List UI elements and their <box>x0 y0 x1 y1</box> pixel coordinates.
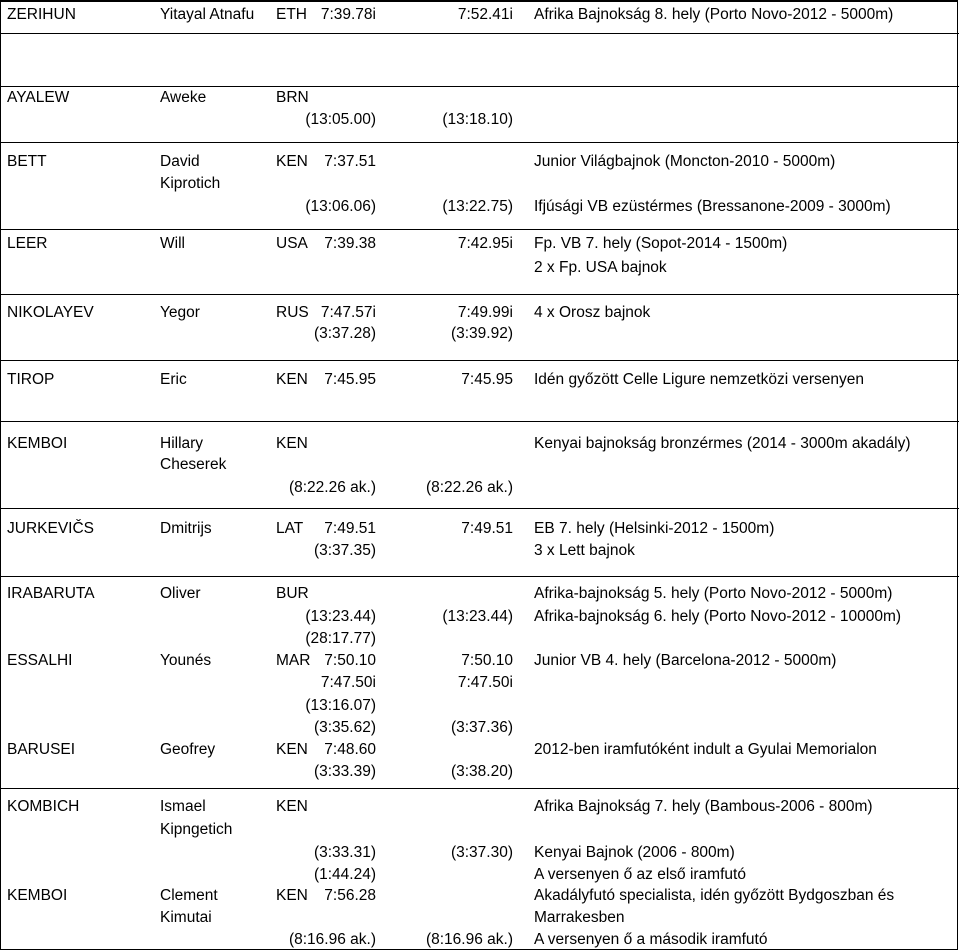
season-best-cell: (13:22.75) <box>442 198 513 215</box>
table-line <box>0 302 959 324</box>
table-line <box>0 454 959 476</box>
nationality-cell: KEN <box>276 371 308 388</box>
note-cell: Afrika-bajnokság 5. hely (Porto Novo-2012 - 5000m) <box>534 585 893 602</box>
note-cell: Marrakesben <box>534 909 625 926</box>
table-line <box>0 717 959 739</box>
personal-best-cell: (1:44.24) <box>313 866 376 883</box>
table-line <box>0 323 959 345</box>
note-cell: Afrika-bajnokság 6. hely (Porto Novo-2012 - 10000m) <box>534 608 902 625</box>
table-row <box>0 367 959 391</box>
personal-best-cell: (13:23.44) <box>305 608 376 625</box>
table-row <box>0 298 959 356</box>
row-divider <box>0 421 959 422</box>
given-name-cell: Geofrey <box>160 741 216 758</box>
row-divider <box>0 576 959 577</box>
nationality-cell: USA <box>276 235 308 252</box>
table-line <box>0 196 959 218</box>
season-best-cell: (8:22.26 ak.) <box>425 479 513 496</box>
personal-best-cell: (13:06.06) <box>305 198 376 215</box>
nationality-cell: KEN <box>276 741 308 758</box>
note-cell: Akadályfutó specialista, idén győzött Bydgoszban és <box>534 887 895 904</box>
personal-best-cell: (3:33.31) <box>313 844 376 861</box>
surname-cell: KOMBICH <box>7 798 80 815</box>
row-divider <box>0 788 959 789</box>
nationality-cell: BRN <box>276 89 309 106</box>
surname-cell: KEMBOI <box>7 435 68 452</box>
table-row <box>0 796 959 952</box>
season-best-cell: (3:37.36) <box>450 719 513 736</box>
table-line <box>0 695 959 717</box>
surname-cell: ZERIHUN <box>7 6 76 23</box>
personal-best-cell: (3:33.39) <box>313 763 376 780</box>
table-line <box>0 4 959 26</box>
note-cell: Afrika Bajnokság 7. hely (Bambous-2006 - 800m) <box>534 798 873 815</box>
season-best-cell: 7:42.95i <box>457 235 513 252</box>
season-best-cell: (13:18.10) <box>442 111 513 128</box>
table-row <box>0 0 959 32</box>
nationality-cell: MAR <box>276 652 311 669</box>
surname-cell: LEER <box>7 235 48 252</box>
given-name-cell: David <box>160 153 200 170</box>
personal-best-cell: (13:05.00) <box>305 111 376 128</box>
personal-best-cell: 7:49.51 <box>324 520 376 537</box>
row-divider <box>0 360 959 361</box>
table-line <box>0 739 959 761</box>
season-best-cell: 7:45.95 <box>461 371 513 388</box>
season-best-cell: (13:23.44) <box>442 608 513 625</box>
table-line <box>0 796 959 818</box>
note-cell: Junior VB 4. hely (Barcelona-2012 - 5000m) <box>534 652 837 669</box>
given-name-cell: Kiprotich <box>160 175 221 192</box>
table-line <box>0 672 959 694</box>
given-name-cell: Kimutai <box>160 909 212 926</box>
row-divider <box>0 229 959 230</box>
season-best-cell: 7:47.50i <box>457 674 513 691</box>
nationality-cell: KEN <box>276 887 308 904</box>
table-row <box>0 515 959 568</box>
table-line <box>0 819 959 841</box>
table-line <box>0 885 959 907</box>
note-cell: Idén győzött Celle Ligure nemzetközi versenyen <box>534 371 864 388</box>
row-divider <box>0 294 959 295</box>
note-cell: EB 7. hely (Helsinki-2012 - 1500m) <box>534 520 775 537</box>
table-row <box>0 87 959 133</box>
note-cell: Fp. VB 7. hely (Sopot-2014 - 1500m) <box>534 235 788 252</box>
personal-best-cell: 7:39.38 <box>324 235 376 252</box>
given-name-cell: Dmitrijs <box>160 520 212 537</box>
note-cell: A versenyen ő a második iramfutó <box>534 931 768 948</box>
season-best-cell: (3:38.20) <box>450 763 513 780</box>
nationality-cell: KEN <box>276 153 308 170</box>
table-line <box>0 173 959 195</box>
given-name-cell: Kipngetich <box>160 821 233 838</box>
table-line <box>0 518 959 540</box>
note-cell: Kenyai Bajnok (2006 - 800m) <box>534 844 735 861</box>
row-divider <box>0 33 959 34</box>
given-name-cell: Yitayal Atnafu <box>160 6 255 23</box>
given-name-cell: Hillary <box>160 435 204 452</box>
season-best-cell: (3:39.92) <box>450 325 513 342</box>
note-cell: Afrika Bajnokság 8. hely (Porto Novo-2012 - 5000m) <box>534 6 894 23</box>
note-cell: Junior Világbajnok (Moncton-2010 - 5000m) <box>534 153 836 170</box>
table-line <box>0 369 959 391</box>
table-line <box>0 606 959 628</box>
personal-best-cell: (3:37.28) <box>313 325 376 342</box>
note-cell: 4 x Orosz bajnok <box>534 304 651 321</box>
surname-cell: BETT <box>7 153 47 170</box>
surname-cell: BARUSEI <box>7 741 76 758</box>
table-row <box>0 149 959 220</box>
note-cell: Ifjúsági VB ezüstérmes (Bressanone-2009 - 3000m) <box>534 198 891 215</box>
table-line <box>0 929 959 951</box>
given-name-cell: Cheserek <box>160 456 227 473</box>
table-line <box>0 151 959 173</box>
personal-best-cell: (13:16.07) <box>305 697 376 714</box>
surname-cell: ESSALHI <box>7 652 73 669</box>
table-line <box>0 628 959 650</box>
row-divider <box>0 508 959 509</box>
personal-best-cell: 7:37.51 <box>324 153 376 170</box>
row-divider <box>0 142 959 143</box>
nationality-cell: BUR <box>276 585 309 602</box>
surname-cell: NIKOLAYEV <box>7 304 94 321</box>
personal-best-cell: (8:22.26 ak.) <box>288 479 376 496</box>
table-row <box>0 433 959 495</box>
personal-best-cell: 7:47.50i <box>320 674 376 691</box>
note-cell: 3 x Lett bajnok <box>534 542 635 559</box>
personal-best-cell: 7:47.57i <box>320 304 376 321</box>
table-row <box>0 233 959 289</box>
nationality-cell: KEN <box>276 798 308 815</box>
table-line <box>0 257 959 279</box>
table-line <box>0 433 959 455</box>
table-row <box>0 583 959 780</box>
season-best-cell: 7:52.41i <box>457 6 513 23</box>
season-best-cell: (3:37.30) <box>450 844 513 861</box>
season-best-cell: 7:50.10 <box>461 652 513 669</box>
personal-best-cell: 7:45.95 <box>324 371 376 388</box>
table-line <box>0 907 959 929</box>
note-cell: 2012-ben iramfutóként indult a Gyulai Memorialon <box>534 741 877 758</box>
table-line <box>0 583 959 605</box>
note-cell: Kenyai bajnokság bronzérmes (2014 - 3000m akadály) <box>534 435 911 452</box>
personal-best-cell: 7:48.60 <box>324 741 376 758</box>
table-line <box>0 87 959 109</box>
surname-cell: IRABARUTA <box>7 585 95 602</box>
note-cell: 2 x Fp. USA bajnok <box>534 259 667 276</box>
nationality-cell: KEN <box>276 435 308 452</box>
table-line <box>0 864 959 886</box>
nationality-cell: RUS <box>276 304 309 321</box>
nationality-cell: LAT <box>276 520 304 537</box>
table-line <box>0 109 959 131</box>
given-name-cell: Ismael <box>160 798 206 815</box>
surname-cell: TIROP <box>7 371 55 388</box>
season-best-cell: (8:16.96 ak.) <box>425 931 513 948</box>
table-line <box>0 477 959 499</box>
given-name-cell: Aweke <box>160 89 207 106</box>
given-name-cell: Eric <box>160 371 187 388</box>
table-line <box>0 233 959 255</box>
personal-best-cell: (8:16.96 ak.) <box>288 931 376 948</box>
given-name-cell: Yegor <box>160 304 200 321</box>
table-line <box>0 650 959 672</box>
table-line <box>0 761 959 783</box>
personal-best-cell: (28:17.77) <box>305 630 376 647</box>
season-best-cell: 7:49.51 <box>461 520 513 537</box>
surname-cell: KEMBOI <box>7 887 68 904</box>
personal-best-cell: 7:39.78i <box>320 6 376 23</box>
season-best-cell: 7:49.99i <box>457 304 513 321</box>
given-name-cell: Clement <box>160 887 218 904</box>
personal-best-cell: (3:37.35) <box>313 542 376 559</box>
given-name-cell: Will <box>160 235 185 252</box>
given-name-cell: Younés <box>160 652 212 669</box>
given-name-cell: Oliver <box>160 585 201 602</box>
personal-best-cell: 7:56.28 <box>324 887 376 904</box>
table-line <box>0 842 959 864</box>
surname-cell: JURKEVIČS <box>7 520 94 537</box>
table-line <box>0 540 959 562</box>
surname-cell: AYALEW <box>7 89 70 106</box>
personal-best-cell: 7:50.10 <box>324 652 376 669</box>
personal-best-cell: (3:35.62) <box>313 719 376 736</box>
nationality-cell: ETH <box>276 6 307 23</box>
note-cell: A versenyen ő az első iramfutó <box>534 866 746 883</box>
